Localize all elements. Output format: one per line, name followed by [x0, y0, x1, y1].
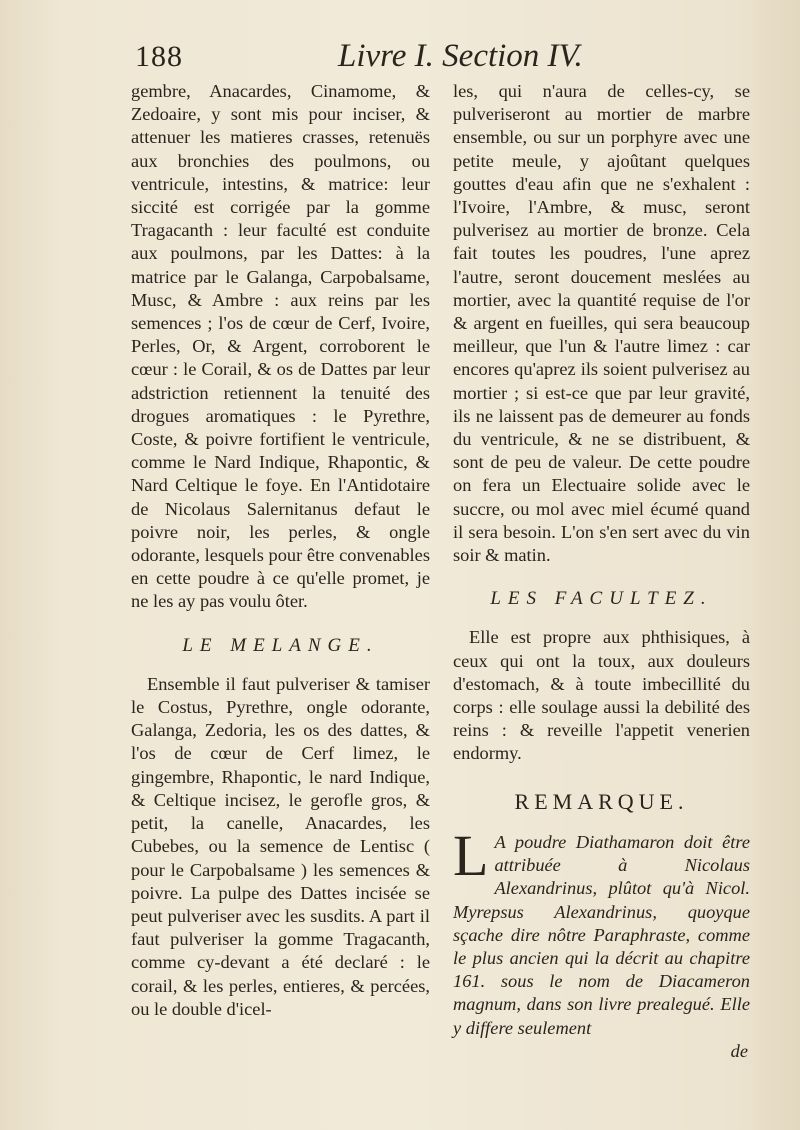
left-column	[131, 80, 430, 1021]
catchword: de	[730, 1040, 748, 1061]
paragraph-continued-right: les, qui n'aura de celles-cy, se pulveriseront au mortier de marbre ensemble, ou sur un porphyre avec une petite meule, y ajoûtant quelques gouttes d'eau afin que ne s'exhalent : l'Ivoire, l'Ambre, & musc, seront pulverisez au mortier de bronze. Cela fait toutes les poudres, l'une aprez l'autre, seront doucement meslées au mortier, avec la quantité requise de l'or & argent en fueilles, qui sera beaucoup meilleur, que l'un & l'autre limez : car encores qu'aprez ils soient pulverisez au mortier ; si est-ce que par leur gravité, ils ne laissent pas de demeurer au fonds du ventricule, & ne se distribuent, & sont de peu de valeur. De cette poudre on fera un Electuaire solide avec le succre, ou mol avec miel écumé quand il sera besoin. L'on s'en sert avec du vin soir & matin.	[453, 81, 750, 566]
drop-cap: L	[453, 822, 489, 888]
paragraph-facultez: Elle est propre aux phthisiques, à ceux qui ont la toux, aux douleurs d'estomach, & à toute imbecillité du corps : elle soulage aussi la debilité des reins : & reveille l'appetit venerien endormy.	[453, 627, 750, 764]
paragraph-continued: gembre, Anacardes, Cinamome, & Zedoaire, y sont mis pour inciser, & attenuer les matieres crasses, retenuës aux bronchies des poulmons, ou ventricule, intestins, & matrice: leur siccité est corrigée par la gomme Tragacanth : leur faculté est conduite aux poulmons, par les Dattes: à la matrice par le Galanga, Carpobalsame, Musc, & Ambre : aux reins par les semences ; l'os de cœur de Cerf, Ivoire, Perles, Or, & Argent, corroborent le cœur : le Corail, & os de Dattes par leur adstriction retiennent la tenuité des drogues aromatiques : le Pyrethre, Coste, & poivre fortifient le ventricule, comme le Nard Indique, Rhapontic, & Nard Celtique le foye. En l'Antidotaire de Nicolaus Salernitanus defaut le poivre noir, les perles, & ongle odorante, lesquels pour être convenables en cette poudre à ce qu'elle promet, je ne les ay pas voulu ôter.	[131, 81, 430, 612]
page-header	[133, 36, 760, 76]
right-column	[453, 80, 750, 1063]
section-heading-remarque: REMARQUE.	[514, 788, 689, 814]
section-heading-melange: LE MELANGE.	[182, 634, 379, 656]
running-head: Livre I. Section IV.	[338, 38, 583, 74]
page-number: 188	[135, 40, 183, 73]
remark-text: A poudre Diathamaron doit être attribuée à Nicolaus Alexandrinus, plûtot qu'à Nicol. Myrepsus Alexandrinus, quoyque sçache dire nôtre Paraphraste, comme le plus ancien qui la décrit au chapitre 161. sous le nom de Diacameron magnum, dans son livre prealegué. Elle y differe seulement	[453, 831, 750, 1038]
remark-paragraph	[453, 822, 750, 1040]
paragraph-melange: Ensemble il faut pulveriser & tamiser le Costus, Pyrethre, ongle odorante, Galanga, Zedoria, les os des dattes, & l'os de cœur de Cerf limez, le gingembre, Rhapontic, le nard Indique, & Celtique incisez, le gerofle gros, & petit, la canelle, Anacardes, les Cubebes, ou la semence de Lentisc ( pour le Carpobalsame ) les semences & poivre. La pulpe des Dattes incisée se peut pulveriser avec les susdits. A part il faut pulveriser la gomme Tragacanth, comme cy-devant a été declaré : le corail, & les perles, entieres, & percées, ou le double d'icel-	[131, 673, 430, 1019]
section-heading-facultez: LES FACULTEZ.	[490, 588, 713, 610]
